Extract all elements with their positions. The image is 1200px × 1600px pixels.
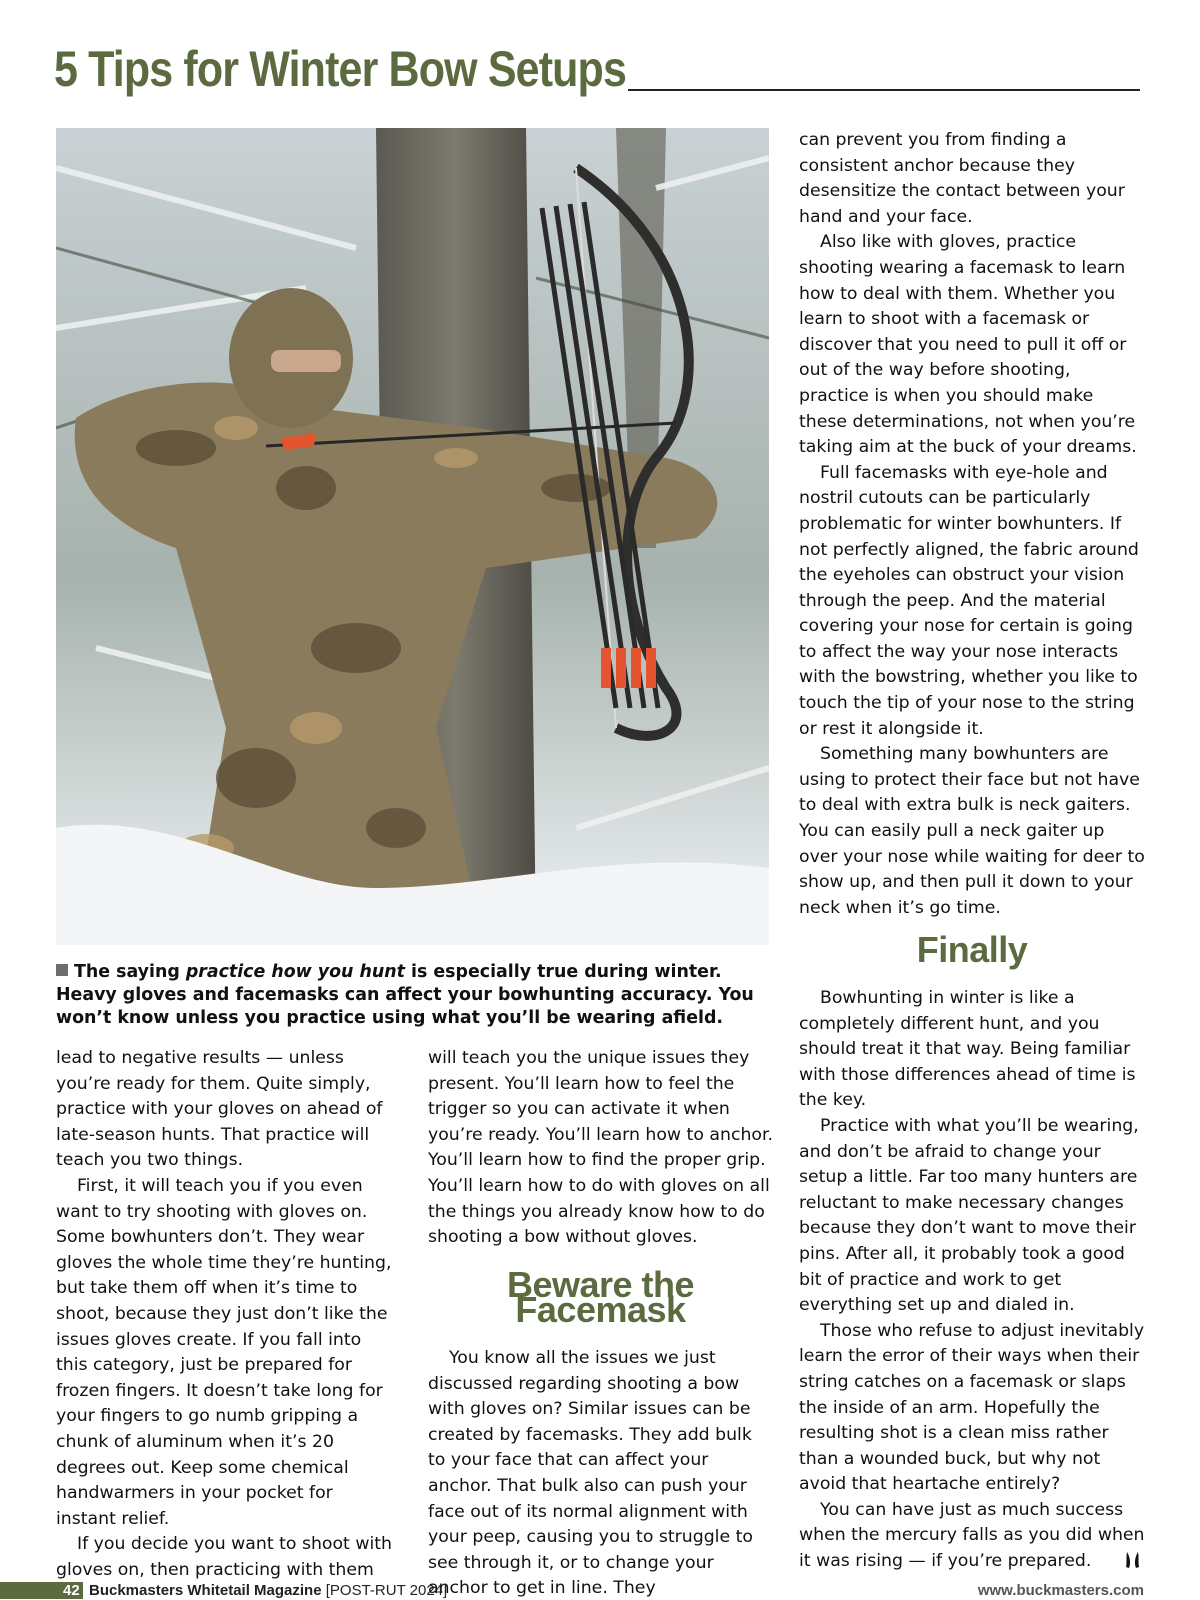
article-column-3 [799, 128, 1145, 1575]
article-column-2 [428, 1046, 773, 1600]
issue-label: [POST-RUT 2024] [325, 1582, 448, 1599]
paragraph: Those who refuse to adjust inevitably learn the error of their ways when their string catches on a facemask or slaps the inside of an arm. Hopefully the resulting shot is a clean miss rather than a wounded buck, but why not avoid that heartache entirely? [799, 1320, 1145, 1495]
title-rule [628, 89, 1140, 91]
paragraph: Something many bowhunters are using to protect their face but not have to deal with extra bulk is neck gaiters. You can easily pull a neck gaiter up over your nose while waiting for deer to show up, and then pull it down to your neck when it’s go time. [799, 744, 1145, 918]
end-mark-hoof-icon [1125, 1551, 1140, 1569]
photo-caption [56, 961, 776, 1030]
paragraph: can prevent you from finding a consistent anchor because they desensitize the contact between your hand and your face. [799, 130, 1125, 227]
page-title: 5 Tips for Winter Bow Setups [54, 41, 627, 97]
hunter-face-slot [271, 350, 341, 372]
article-column-1 [56, 1046, 396, 1583]
footer-url[interactable]: www.buckmasters.com [977, 1582, 1144, 1599]
hunter-photo-illustration [56, 128, 769, 945]
paragraph: lead to negative results — unless you’re ready for them. Quite simply, practice with your gloves on ahead of late-season hunts. That practice will teach you two things. [56, 1048, 383, 1171]
footer-magazine [89, 1582, 447, 1599]
paragraph: You know all the issues we just discussed regarding shooting a bow with gloves on? Similar issues can be created by facemasks. They add bulk to your face that can affect your anchor. That bulk also can push your face out of its normal alignment with your peep, causing you to struggle to see through it, or to change your anchor to get in line. They [428, 1347, 753, 1599]
paragraph: If you decide you want to shoot with gloves on, then practicing with them [56, 1534, 392, 1580]
paragraph: Also like with gloves, practice shooting wearing a facemask to learn how to deal with them. Whether you learn to shoot with a facemask or discover that you need to pull it off or out of the way before shooting, practice is when you should make these determinations, not when you’re taking aim at the buck of your dreams. [799, 232, 1137, 458]
caption-lead: The saying [74, 962, 186, 982]
magazine-name: Buckmasters Whitetail Magazine [89, 1582, 322, 1599]
page-footer [0, 1582, 1200, 1600]
paragraph-last-text: You can have just as much success when the mercury falls as you did when it was rising — if you’re prepared. [799, 1499, 1145, 1572]
paragraph: Practice with what you’ll be wearing, and don’t be afraid to change your setup a little. Far too many hunters are reluctant to make necessary changes because they don’t want to move their pins. After all, it probably took a good bit of practice and work to get everything set up and dialed in. [799, 1115, 1139, 1316]
paragraph: Bowhunting in winter is like a completely different hunt, and you should treat it that way. Being familiar with those differences ahead of time is the key. [799, 988, 1136, 1111]
caption-rest: is especially true during winter. Heavy gloves and facemasks can affect your bowhunting accuracy. You won’t know unless you practice using what you’ll be wearing afield. [56, 962, 754, 1028]
section-heading-facemask: Beware the Facemask [506, 1263, 695, 1331]
section-heading-finally: Finally [916, 929, 1028, 971]
footer-bar [0, 1582, 60, 1599]
paragraph-last [799, 1498, 1145, 1575]
paragraph: First, it will teach you if you even want to try shooting with gloves on. Some bowhunters don’t. They wear gloves the whole time they’re hunting, but take them off when it’s time to shoot, because they just don’t like the issues gloves create. If you fall into this category, just be prepared for frozen fingers. It doesn’t take long for your fingers to go numb gripping a chunk of aluminum when it’s 20 degrees out. Keep some chemical handwarmers in your pocket for instant relief. [56, 1175, 392, 1529]
caption-emphasis: practice how you hunt [185, 962, 405, 982]
paragraph: Full facemasks with eye-hole and nostril cutouts can be particularly problematic for winter bowhunters. If not perfectly aligned, the fabric around the eyeholes can obstruct your vision through the peep. And the material covering your nose for certain is going to affect the way your nose interacts with the bowstring, whether you like to touch the tip of your nose to the string or rest it alongside it. [799, 462, 1139, 739]
paragraph: will teach you the unique issues they present. You’ll learn how to feel the trigger so you can activate it when you’re ready. You’ll learn how to anchor. You’ll learn how to find the proper grip. You’ll learn how to do with gloves on all the things you already know how to do shooting a bow without gloves. [428, 1048, 773, 1248]
page-number: 42 [60, 1582, 83, 1599]
caption-square-icon [56, 964, 68, 976]
hunter-photo [56, 128, 769, 945]
